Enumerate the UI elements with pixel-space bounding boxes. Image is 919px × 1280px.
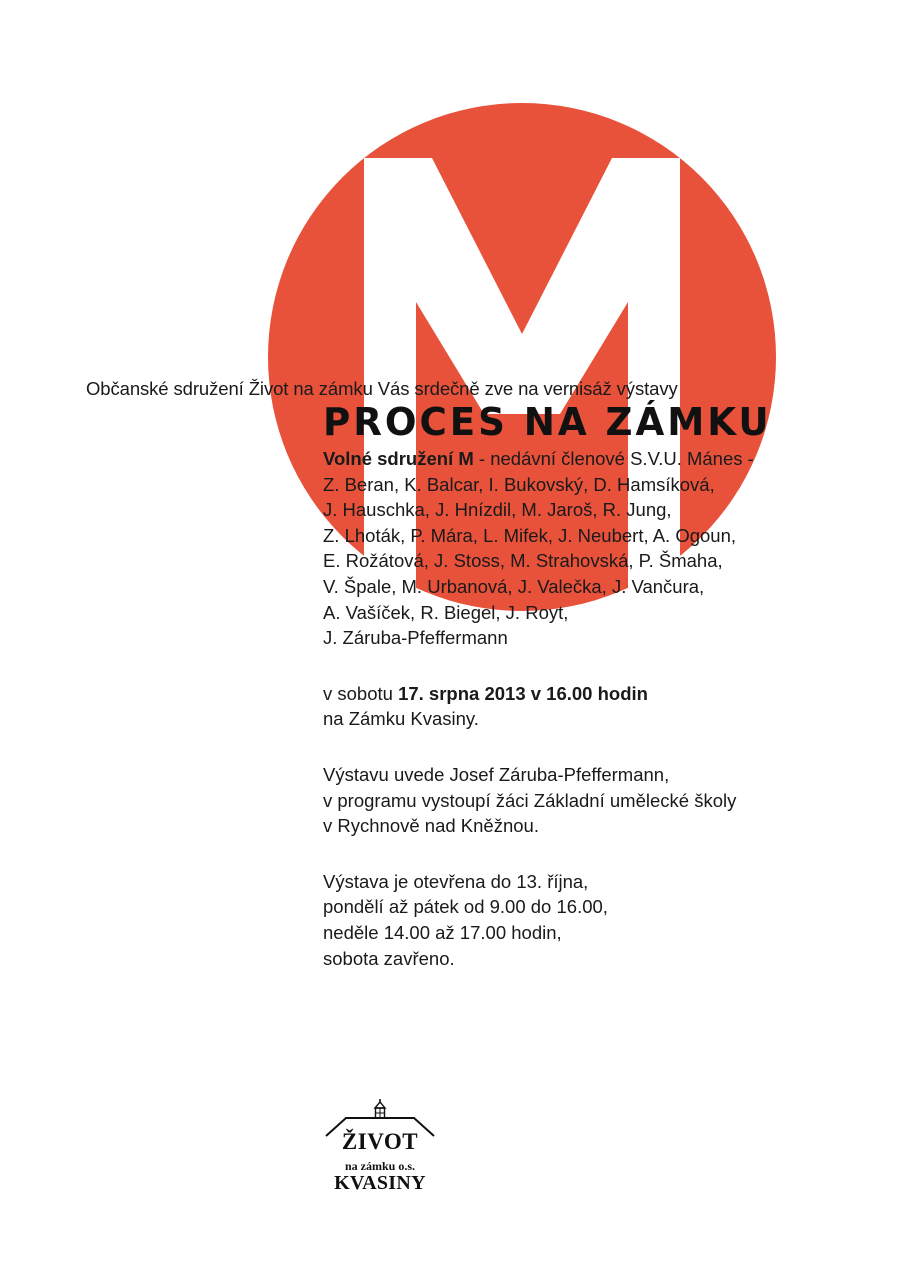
artist-line: J. Záruba-Pfeffermann bbox=[323, 627, 508, 649]
opening-hours-block bbox=[323, 869, 903, 971]
opening-line: neděle 14.00 až 17.00 hodin, bbox=[323, 921, 562, 943]
event-block bbox=[323, 681, 903, 732]
invitation-intro: Občanské sdružení Život na zámku Vás srdečně zve na vernisáž výstavy bbox=[86, 378, 678, 399]
logo-place: KVASINY bbox=[334, 1172, 426, 1194]
exhibition-title: PROCES NA ZÁMKU bbox=[323, 400, 772, 444]
spacer bbox=[323, 839, 903, 869]
artist-line: E. Rožátová, J. Stoss, M. Strahovská, P. Šmaha, bbox=[323, 550, 723, 572]
event-place: na Zámku Kvasiny. bbox=[323, 708, 479, 730]
event-datetime: 17. srpna 2013 v 16.00 hodin bbox=[398, 682, 648, 704]
program-line: v programu vystoupí žáci Základní umělecké školy bbox=[323, 789, 737, 811]
poster-content bbox=[323, 446, 903, 971]
logo-name: ŽIVOT bbox=[341, 1129, 419, 1154]
logo-subtitle: na zámku o.s. bbox=[344, 1159, 415, 1173]
artist-line: J. Hauschka, J. Hnízdil, M. Jaroš, R. Jung, bbox=[323, 499, 672, 521]
opening-line: pondělí až pátek od 9.00 do 16.00, bbox=[323, 896, 608, 918]
artist-line: V. Špale, M. Urbanová, J. Valečka, J. Vančura, bbox=[323, 575, 705, 597]
group-line bbox=[323, 446, 903, 472]
group-description: - nedávní členové S.V.U. Mánes - bbox=[473, 448, 754, 469]
organizer-logo bbox=[318, 1098, 442, 1208]
artist-line: Z. Lhoták, P. Mára, L. Mifek, J. Neubert, A. Ogoun, bbox=[323, 524, 737, 546]
program-line: v Rychnově nad Kněžnou. bbox=[323, 815, 539, 837]
spacer bbox=[323, 651, 903, 681]
opening-line: Výstava je otevřena do 13. října, bbox=[323, 870, 589, 892]
spacer bbox=[323, 732, 903, 762]
group-name: Volné sdružení M bbox=[323, 448, 474, 469]
artist-line: A. Vašíček, R. Biegel, J. Royt, bbox=[323, 601, 569, 623]
event-prefix: v sobotu bbox=[323, 682, 399, 704]
artists-block bbox=[323, 446, 903, 651]
event-date-line bbox=[323, 681, 903, 707]
program-line: Výstavu uvede Josef Záruba-Pfeffermann, bbox=[323, 763, 670, 785]
artist-line: Z. Beran, K. Balcar, I. Bukovský, D. Hamsíková, bbox=[323, 473, 715, 495]
program-block bbox=[323, 762, 903, 839]
opening-line: sobota zavřeno. bbox=[323, 947, 455, 969]
